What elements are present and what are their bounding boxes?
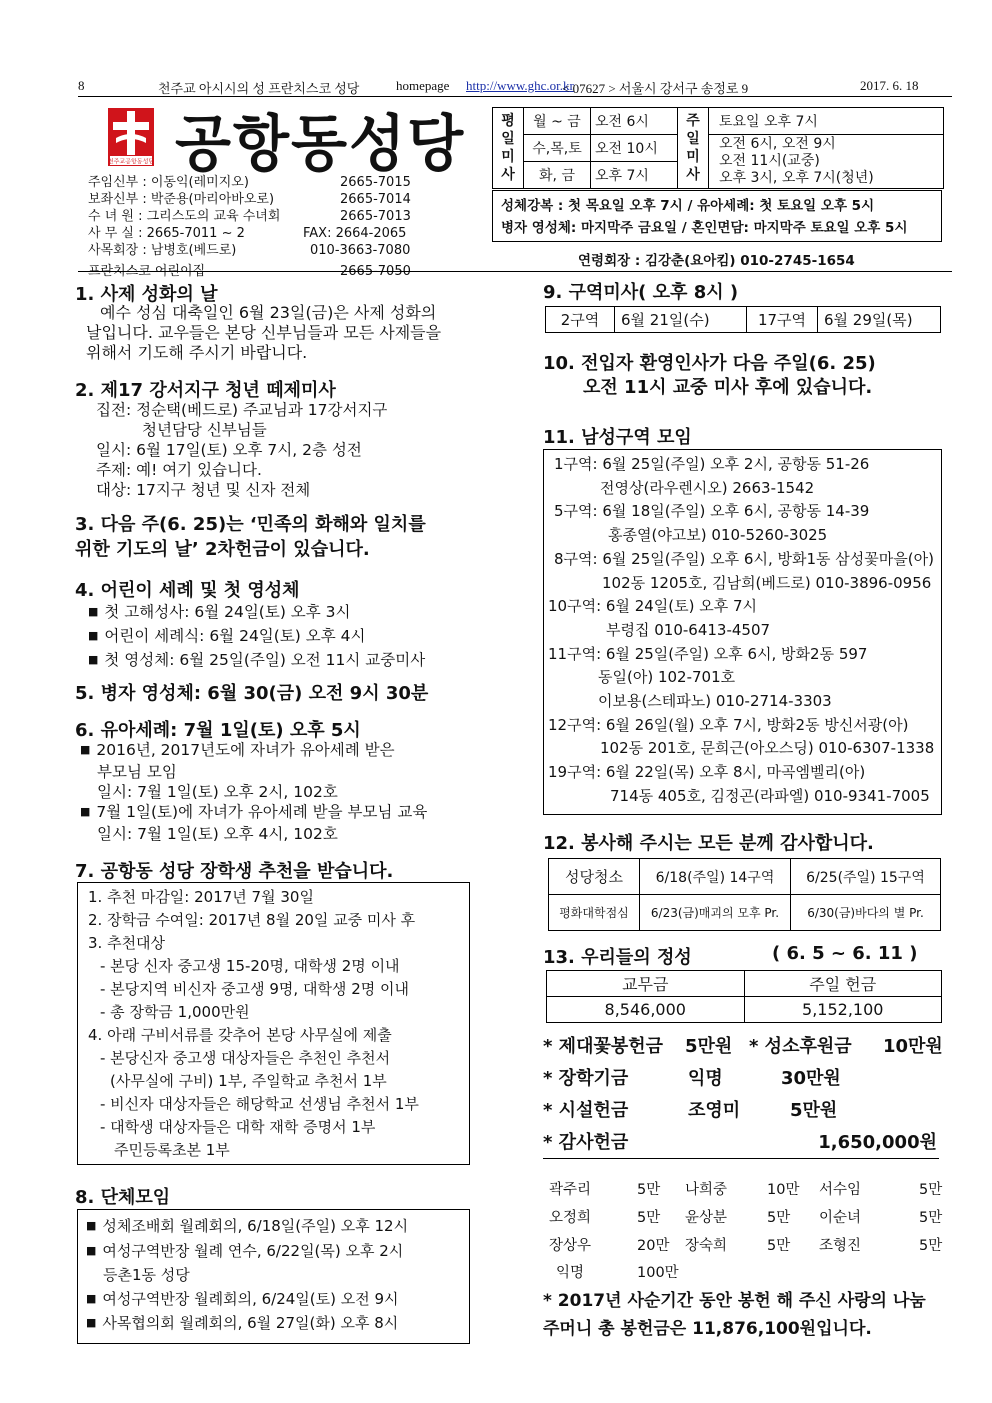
homepage-link[interactable]: http://www.ghc.or.kr	[466, 78, 574, 93]
donor-amount: 5만	[919, 1181, 943, 1198]
title-line: 3. 다음 주(6. 25)는 ‘민족의 화해와 일치를	[75, 514, 426, 535]
title-line: 위한 기도의 날’ 2차헌금이 있습니다.	[75, 539, 370, 560]
sunday-mass-time: 오후 3시, 오후 7시(청년)	[719, 170, 874, 186]
body-line: 2. 장학금 수여일: 2017년 8월 20일 교중 미사 후	[88, 911, 416, 929]
body-line: 위해서 기도해 주시기 바랍니다.	[86, 343, 308, 362]
table-cell: 6월 21일(수)	[615, 307, 747, 333]
title-line: 오전 11시 교중 미사 후에 있습니다.	[583, 377, 873, 398]
table-cell: 2구역	[546, 307, 615, 333]
body-line: - 대학생 대상자들은 대학 재학 증명서 1부	[100, 1118, 376, 1136]
sunday-mass-time: 토요일 오후 7시	[709, 108, 944, 135]
section-1-body	[86, 303, 441, 363]
body-line: 1구역: 6월 25일(주일) 오후 2시, 공항동 51-26	[554, 455, 870, 473]
donor-amount: 5만	[919, 1209, 943, 1226]
offering-label: * 성소후원금	[749, 1036, 852, 1057]
staff-value: 010-3663-7080	[310, 243, 411, 258]
donor-name: 곽주리	[549, 1181, 592, 1198]
list-item: ■ 어린이 세례식: 6월 24일(토) 오후 4시	[88, 625, 425, 649]
section-9-title: 9. 구역미사( 오후 8시 )	[543, 282, 739, 303]
staff-value: FAX: 2664-2065	[303, 226, 407, 241]
body-line: 청년담당 신부님들	[142, 421, 267, 439]
org-name: 천주교 아시시의 성 프란치스코 성당	[158, 81, 360, 96]
mens-group-box	[543, 449, 942, 815]
section-5-title: 5. 병자 영성체: 6월 30(금) 오전 9시 30분	[75, 683, 429, 704]
table-cell: 6월 29일(목)	[818, 307, 941, 333]
lenten-offering-note	[543, 1287, 926, 1343]
donor-name: 서수임	[819, 1181, 862, 1198]
table-cell: 8,546,000	[547, 997, 745, 1023]
sunday-mass-time: 오전 6시, 오전 9시	[719, 136, 836, 152]
note-line: 성체강복 : 첫 목요일 오후 7시 / 유아세례: 첫 토요일 오후 5시	[501, 198, 875, 214]
mass-days: 화, 금	[524, 162, 591, 189]
volunteer-table	[548, 858, 941, 931]
section-10-title	[543, 352, 876, 400]
body-line: - 비신자 대상자들은 해당학교 선생님 추천서 1부	[100, 1095, 419, 1113]
divider	[78, 271, 952, 272]
offering-label: * 장학기금	[543, 1068, 629, 1089]
offering-table	[546, 970, 942, 1023]
body-line: 이보용(스테파노) 010-2714-3303	[598, 692, 832, 711]
staff-row	[88, 191, 411, 208]
body-line: 등촌1동 성당	[103, 1266, 190, 1284]
body-line: 부령집 010-6413-4507	[606, 620, 771, 639]
section-3-title	[75, 512, 426, 562]
sunday-mass-label: 주일미사	[678, 108, 709, 189]
page-number: 8	[78, 78, 85, 93]
weekday-mass-label: 평일미사	[493, 108, 524, 189]
body-line: 날입니다. 교우들은 본당 신부님들과 모든 사제들을	[86, 323, 442, 342]
list-item: ■ 여성구역반장 월례 연수, 6/22일(목) 오후 2시	[86, 1240, 469, 1265]
table-cell: 6/25(주일) 15구역	[791, 859, 941, 895]
section-2-title: 2. 제17 강서지구 청년 떼제미사	[75, 380, 336, 401]
staff-value: 2665-7014	[340, 192, 411, 207]
body-line: 11구역: 6월 25일(주일) 오후 6시, 방화2동 597	[548, 644, 868, 663]
body-line: 홍종열(야고보) 010-5260-3025	[608, 526, 828, 545]
section-4-title: 4. 어린이 세례 및 첫 영성체	[75, 580, 300, 601]
offering-period: ( 6. 5 ~ 6. 11 )	[772, 943, 918, 964]
table-cell: 17구역	[747, 307, 818, 333]
body-line: 주머니 총 봉헌금은 11,876,100원입니다.	[543, 1319, 872, 1339]
donor-name: 조형진	[819, 1237, 862, 1254]
staff-row	[88, 174, 411, 191]
group-meeting-box	[77, 1209, 470, 1344]
body-line: 1. 추천 마감일: 2017년 7월 30일	[88, 888, 314, 906]
donor-name: 익명	[556, 1264, 585, 1281]
table-cell: 5,152,100	[744, 997, 942, 1023]
staff-label: 프란치스코 어린이집	[88, 264, 206, 279]
list-item: ■ 첫 영성체: 6월 25일(주일) 오전 11시 교중미사	[88, 649, 425, 673]
donor-name: 오정희	[549, 1209, 592, 1226]
section-8-title: 8. 단체모임	[75, 1187, 171, 1208]
special-offerings	[543, 1032, 943, 1159]
body-line: 12구역: 6월 26일(월) 오후 7시, 방화2동 방신서광(아)	[548, 715, 909, 734]
body-line: (사무실에 구비) 1부, 주일학교 추천서 1부	[110, 1072, 387, 1090]
section-12-title: 12. 봉사해 주시는 모든 분께 감사합니다.	[543, 833, 874, 854]
body-line: 4. 아래 구비서류를 갖추어 본당 사무실에 제출	[88, 1026, 392, 1044]
table-cell: 6/18(주일) 14구역	[640, 859, 791, 895]
offering-amount: 5만원	[685, 1036, 733, 1057]
church-cross-logo	[108, 108, 154, 166]
body-line: 10구역: 6월 24일(토) 오후 7시	[548, 597, 758, 616]
body-line: 집전: 정순택(베드로) 주교님과 17강서지구	[96, 401, 388, 419]
donor-amount: 5만	[767, 1209, 791, 1226]
body-line: 전영상(라우렌시오) 2663-1542	[600, 478, 815, 497]
staff-value: 2665-7015	[340, 175, 411, 190]
body-line: 102동 1205호, 김남희(베드로) 010-3896-0956	[602, 573, 932, 592]
donor-name: 윤상분	[685, 1209, 728, 1226]
list-item: ■ 사목협의회 월례회의, 6월 27일(화) 오후 8시	[86, 1312, 469, 1337]
donor-name: 이순녀	[819, 1209, 862, 1226]
title-line: 10. 전입자 환영인사가 다음 주일(6. 25)	[543, 353, 876, 374]
table-header: 주일 헌금	[744, 971, 942, 997]
section-6-title: 6. 유아세례: 7월 1일(토) 오후 5시	[75, 720, 361, 741]
staff-row	[88, 225, 407, 242]
body-line: 8구역: 6월 25일(주일) 오후 6시, 방화1동 삼성꽃마을(아)	[554, 549, 934, 568]
body-line: 일시: 7월 1일(토) 오후 2시, 102호	[97, 783, 338, 801]
donor-amount: 5만	[637, 1209, 661, 1226]
section-13-title: 13. 우리들의 정성	[543, 947, 692, 968]
body-line: 부모님 모임	[97, 763, 177, 781]
section-7-title: 7. 공항동 성당 장학생 추천을 받습니다.	[75, 861, 394, 882]
offering-amount: 10만원	[883, 1036, 943, 1057]
mass-time: 오전 10시	[591, 135, 678, 162]
body-line: 102동 201호, 문희근(아오스딩) 010-6307-1338	[600, 739, 935, 758]
staff-label: 사목회장 : 남병호(베드로)	[88, 243, 237, 258]
page-title: 공항동성당	[175, 107, 466, 179]
mass-days: 수,목,토	[524, 135, 591, 162]
table-cell: 성당청소	[549, 859, 640, 895]
donor-name: 장상우	[549, 1237, 592, 1254]
table-cell: 6/23(금)매괴의 모후 Pr.	[640, 895, 791, 931]
offering-donor: 조영미	[688, 1100, 741, 1121]
council-president: 연령회장 : 김강춘(요아킴) 010-2745-1654	[578, 253, 855, 269]
donor-amount: 5만	[919, 1237, 943, 1254]
logo-caption: 천주교공항동성당	[108, 158, 154, 166]
mass-time: 오전 6시	[591, 108, 678, 135]
body-line: * 2017년 사순기간 동안 봉헌 해 주신 사랑의 나눔	[543, 1291, 926, 1311]
body-line: 19구역: 6월 22일(목) 오후 8시, 마곡엠벨리(아)	[548, 763, 866, 782]
donor-amount: 20만	[637, 1237, 670, 1254]
issue-date: 2017. 6. 18	[860, 78, 919, 93]
offering-donor: 익명	[688, 1068, 723, 1089]
section-2-body	[96, 400, 387, 500]
offering-label: * 시설헌금	[543, 1100, 629, 1121]
staff-label: 수 녀 원 : 그리스도의 교육 수녀회	[88, 209, 281, 224]
scholarship-box	[77, 882, 470, 1165]
address: < 07627 > 서울시 강서구 송정로 9	[562, 81, 749, 96]
body-line: - 본당지역 비신자 중고생 9명, 대학생 2명 이내	[100, 980, 409, 998]
body-line: - 본당신자 중고생 대상자들은 추천인 추천서	[100, 1049, 391, 1067]
donor-name: 장숙희	[685, 1237, 728, 1254]
body-line: 3. 추천대상	[88, 934, 166, 952]
mass-days: 월 ~ 금	[524, 108, 591, 135]
donor-amount: 10만	[767, 1181, 800, 1198]
list-item: ■ 첫 고해성사: 6월 24일(토) 오후 3시	[88, 601, 425, 625]
sacrament-notes	[492, 190, 942, 242]
offering-amount: 1,650,000원	[818, 1132, 937, 1153]
staff-label: 보좌신부 : 박준용(마리아바오로)	[88, 192, 275, 207]
list-item: ■ 7월 1일(토)에 자녀가 유아세례 받을 부모님 교육	[80, 802, 427, 824]
body-line: 714동 405호, 김정곤(라파엘) 010-9341-7005	[610, 786, 930, 805]
table-cell: 6/30(금)바다의 별 Pr.	[791, 895, 941, 931]
table-header: 교무금	[547, 971, 745, 997]
staff-value: 2665-7013	[340, 209, 411, 224]
donor-amount: 5만	[637, 1181, 661, 1198]
donor-amount: 5만	[767, 1237, 791, 1254]
district-mass-table	[545, 306, 941, 333]
offering-label: * 제대꽃봉헌금	[543, 1036, 664, 1057]
mass-time: 오후 7시	[591, 162, 678, 189]
staff-list	[88, 174, 411, 280]
list-item: ■ 여성구역반장 월례회의, 6/24일(토) 오전 9시	[86, 1288, 469, 1313]
homepage-label: homepage	[396, 78, 450, 93]
list-item: ■ 성체조배회 월례회의, 6/18일(주일) 오후 12시	[86, 1215, 469, 1240]
body-line: - 총 장학금 1,000만원	[100, 1003, 250, 1021]
donor-name: 나희중	[685, 1181, 728, 1198]
section-1-title: 1. 사제 성화의 날	[75, 284, 218, 305]
section-4-list	[88, 601, 425, 673]
donor-table	[548, 1174, 943, 1284]
note-line: 병자 영성체: 마지막주 금요일 / 혼인면담: 마지막주 토요일 오후 5시	[501, 220, 908, 236]
list-item: ■ 2016년, 2017년도에 자녀가 유아세례 받은	[80, 740, 427, 762]
staff-value: 2665-7050	[340, 264, 411, 279]
body-line: 동일(아) 102-701호	[598, 668, 736, 687]
staff-row	[88, 242, 411, 259]
section-6-body	[80, 740, 427, 844]
offering-label: * 감사헌금	[543, 1132, 629, 1153]
section-11-title: 11. 남성구역 모임	[543, 427, 692, 448]
body-line: 일시: 6월 17일(토) 오후 7시, 2층 성전	[96, 441, 362, 459]
body-line: 주민등록초본 1부	[114, 1141, 230, 1159]
offering-amount: 5만원	[790, 1100, 838, 1121]
sunday-mass-time: 오전 11시(교중)	[719, 153, 820, 169]
body-line: - 본당 신자 중고생 15-20명, 대학생 2명 이내	[100, 957, 400, 975]
body-line: 예수 성심 대축일인 6월 23일(금)은 사제 성화의	[100, 303, 437, 322]
mass-schedule	[492, 107, 944, 189]
body-line: 주제: 예! 여기 있습니다.	[96, 461, 262, 479]
staff-label: 사 무 실 : 2665-7011 ~ 2	[88, 226, 245, 241]
offering-amount: 30만원	[781, 1068, 841, 1089]
body-line: 대상: 17지구 청년 및 신자 전체	[96, 481, 311, 499]
table-cell: 평화대학점심	[549, 895, 640, 931]
donor-amount: 100만	[637, 1264, 679, 1281]
staff-label: 주임신부 : 이동익(레미지오)	[88, 175, 249, 190]
body-line: 5구역: 6월 18일(주일) 오후 6시, 공항동 14-39	[554, 502, 870, 521]
body-line: 일시: 7월 1일(토) 오후 4시, 102호	[97, 825, 338, 843]
staff-row	[88, 208, 411, 225]
